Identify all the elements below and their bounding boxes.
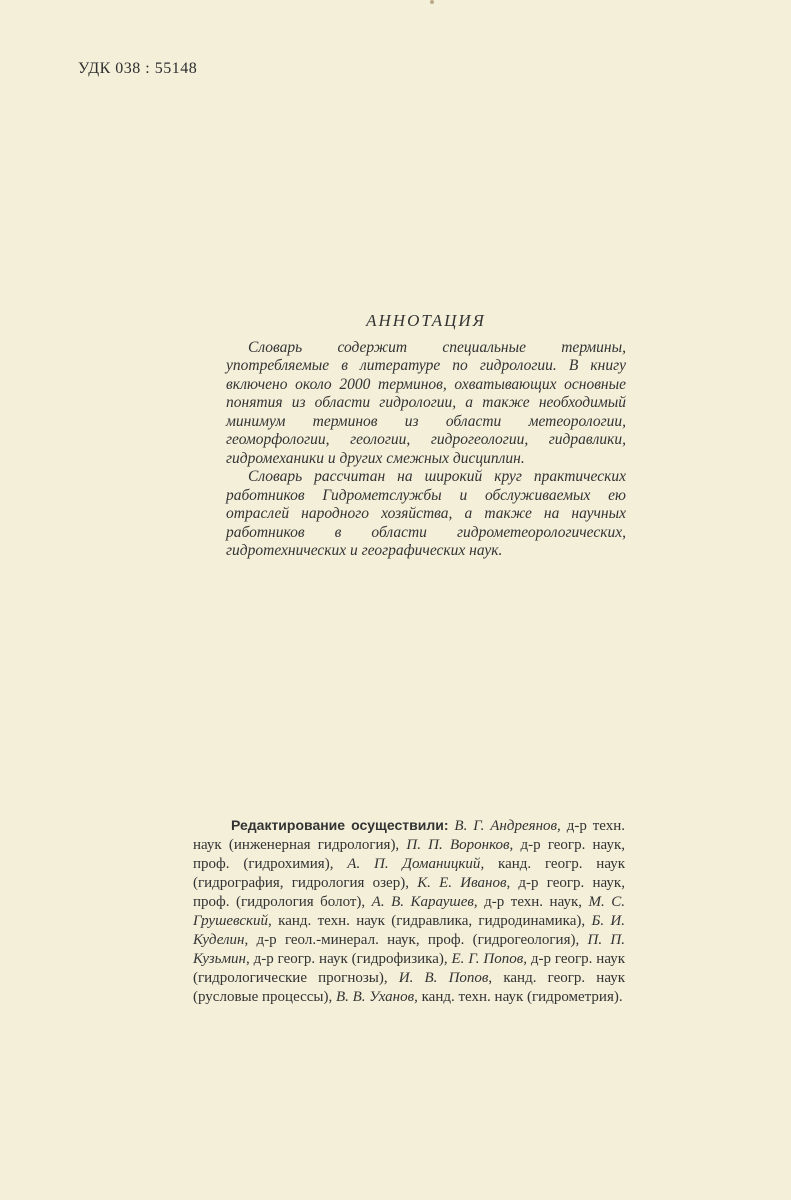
editor-name: А. П. Доманицкий	[347, 856, 481, 872]
editor-role: , д-р геогр. наук, проф. (гидрология болот),	[193, 875, 625, 910]
editor-role: , д-р техн. наук (инженерная гидрология),	[193, 818, 626, 853]
editor-role: , канд. техн. наук (гидрометрия).	[414, 989, 623, 1005]
editor-role: , д-р геогр. наук (гидрологические прогнозы),	[193, 951, 625, 986]
udk-code: УДК 038 : 55148	[78, 60, 198, 77]
editor-name: В. В. Уханов	[335, 989, 415, 1005]
editor-role: , д-р геол.-минерал. наук, проф. (гидрогеология),	[244, 932, 588, 948]
editor-role: , канд. геогр. наук (русловые процессы),	[193, 970, 626, 1005]
editor-role: , канд. техн. наук (гидравлика, гидродинамика),	[268, 913, 592, 929]
editor-name: П. П. Воронков	[406, 837, 510, 853]
paper-speck	[430, 0, 434, 4]
editor-name: К. Е. Иванов	[417, 875, 507, 891]
editors-paragraph	[193, 816, 625, 1007]
editor-role: , канд. геогр. наук (гидрография, гидрология озер),	[193, 856, 626, 891]
editor-role: , д-р техн. наук,	[473, 894, 589, 910]
editor-name: Б. И. Куделин	[193, 913, 625, 948]
editor-role: , д-р геогр. наук, проф. (гидрохимия),	[193, 837, 625, 872]
editors-lead: Редактирование осуществили:	[231, 817, 449, 833]
editor-role: , д-р геогр. наук (гидрофизика),	[245, 951, 452, 967]
editor-name: П. П. Кузьмин	[193, 932, 625, 967]
editor-name: В. Г. Андреянов	[454, 818, 558, 834]
abstract-paragraph: Словарь рассчитан на широкий круг практических работников Гидрометслужбы и обслуживаемых ею отраслей народного хозяйства, а также на научных работников в области гидрометеорологических, гидротехнических и географических наук.	[226, 468, 626, 559]
abstract-title: АННОТАЦИЯ	[366, 311, 486, 330]
abstract-paragraph: Словарь содержит специальные термины, употребляемые в литературе по гидрологии. В книгу включено около 2000 терминов, охватывающих основные понятия из области гидрологии, а также необходимый минимум терминов из области метеорологии, геоморфологии, геологии, гидрогеологии, гидравлики, гидромеханики и других смежных дисциплин.	[226, 338, 626, 467]
abstract-section	[226, 312, 626, 561]
editors-section	[193, 816, 625, 1007]
editor-name: А. В. Караушев	[371, 894, 474, 910]
editor-name: Е. Г. Попов	[451, 951, 524, 967]
editor-name: М. С. Грушевский	[193, 894, 625, 929]
editor-name: И. В. Попов	[398, 970, 489, 986]
